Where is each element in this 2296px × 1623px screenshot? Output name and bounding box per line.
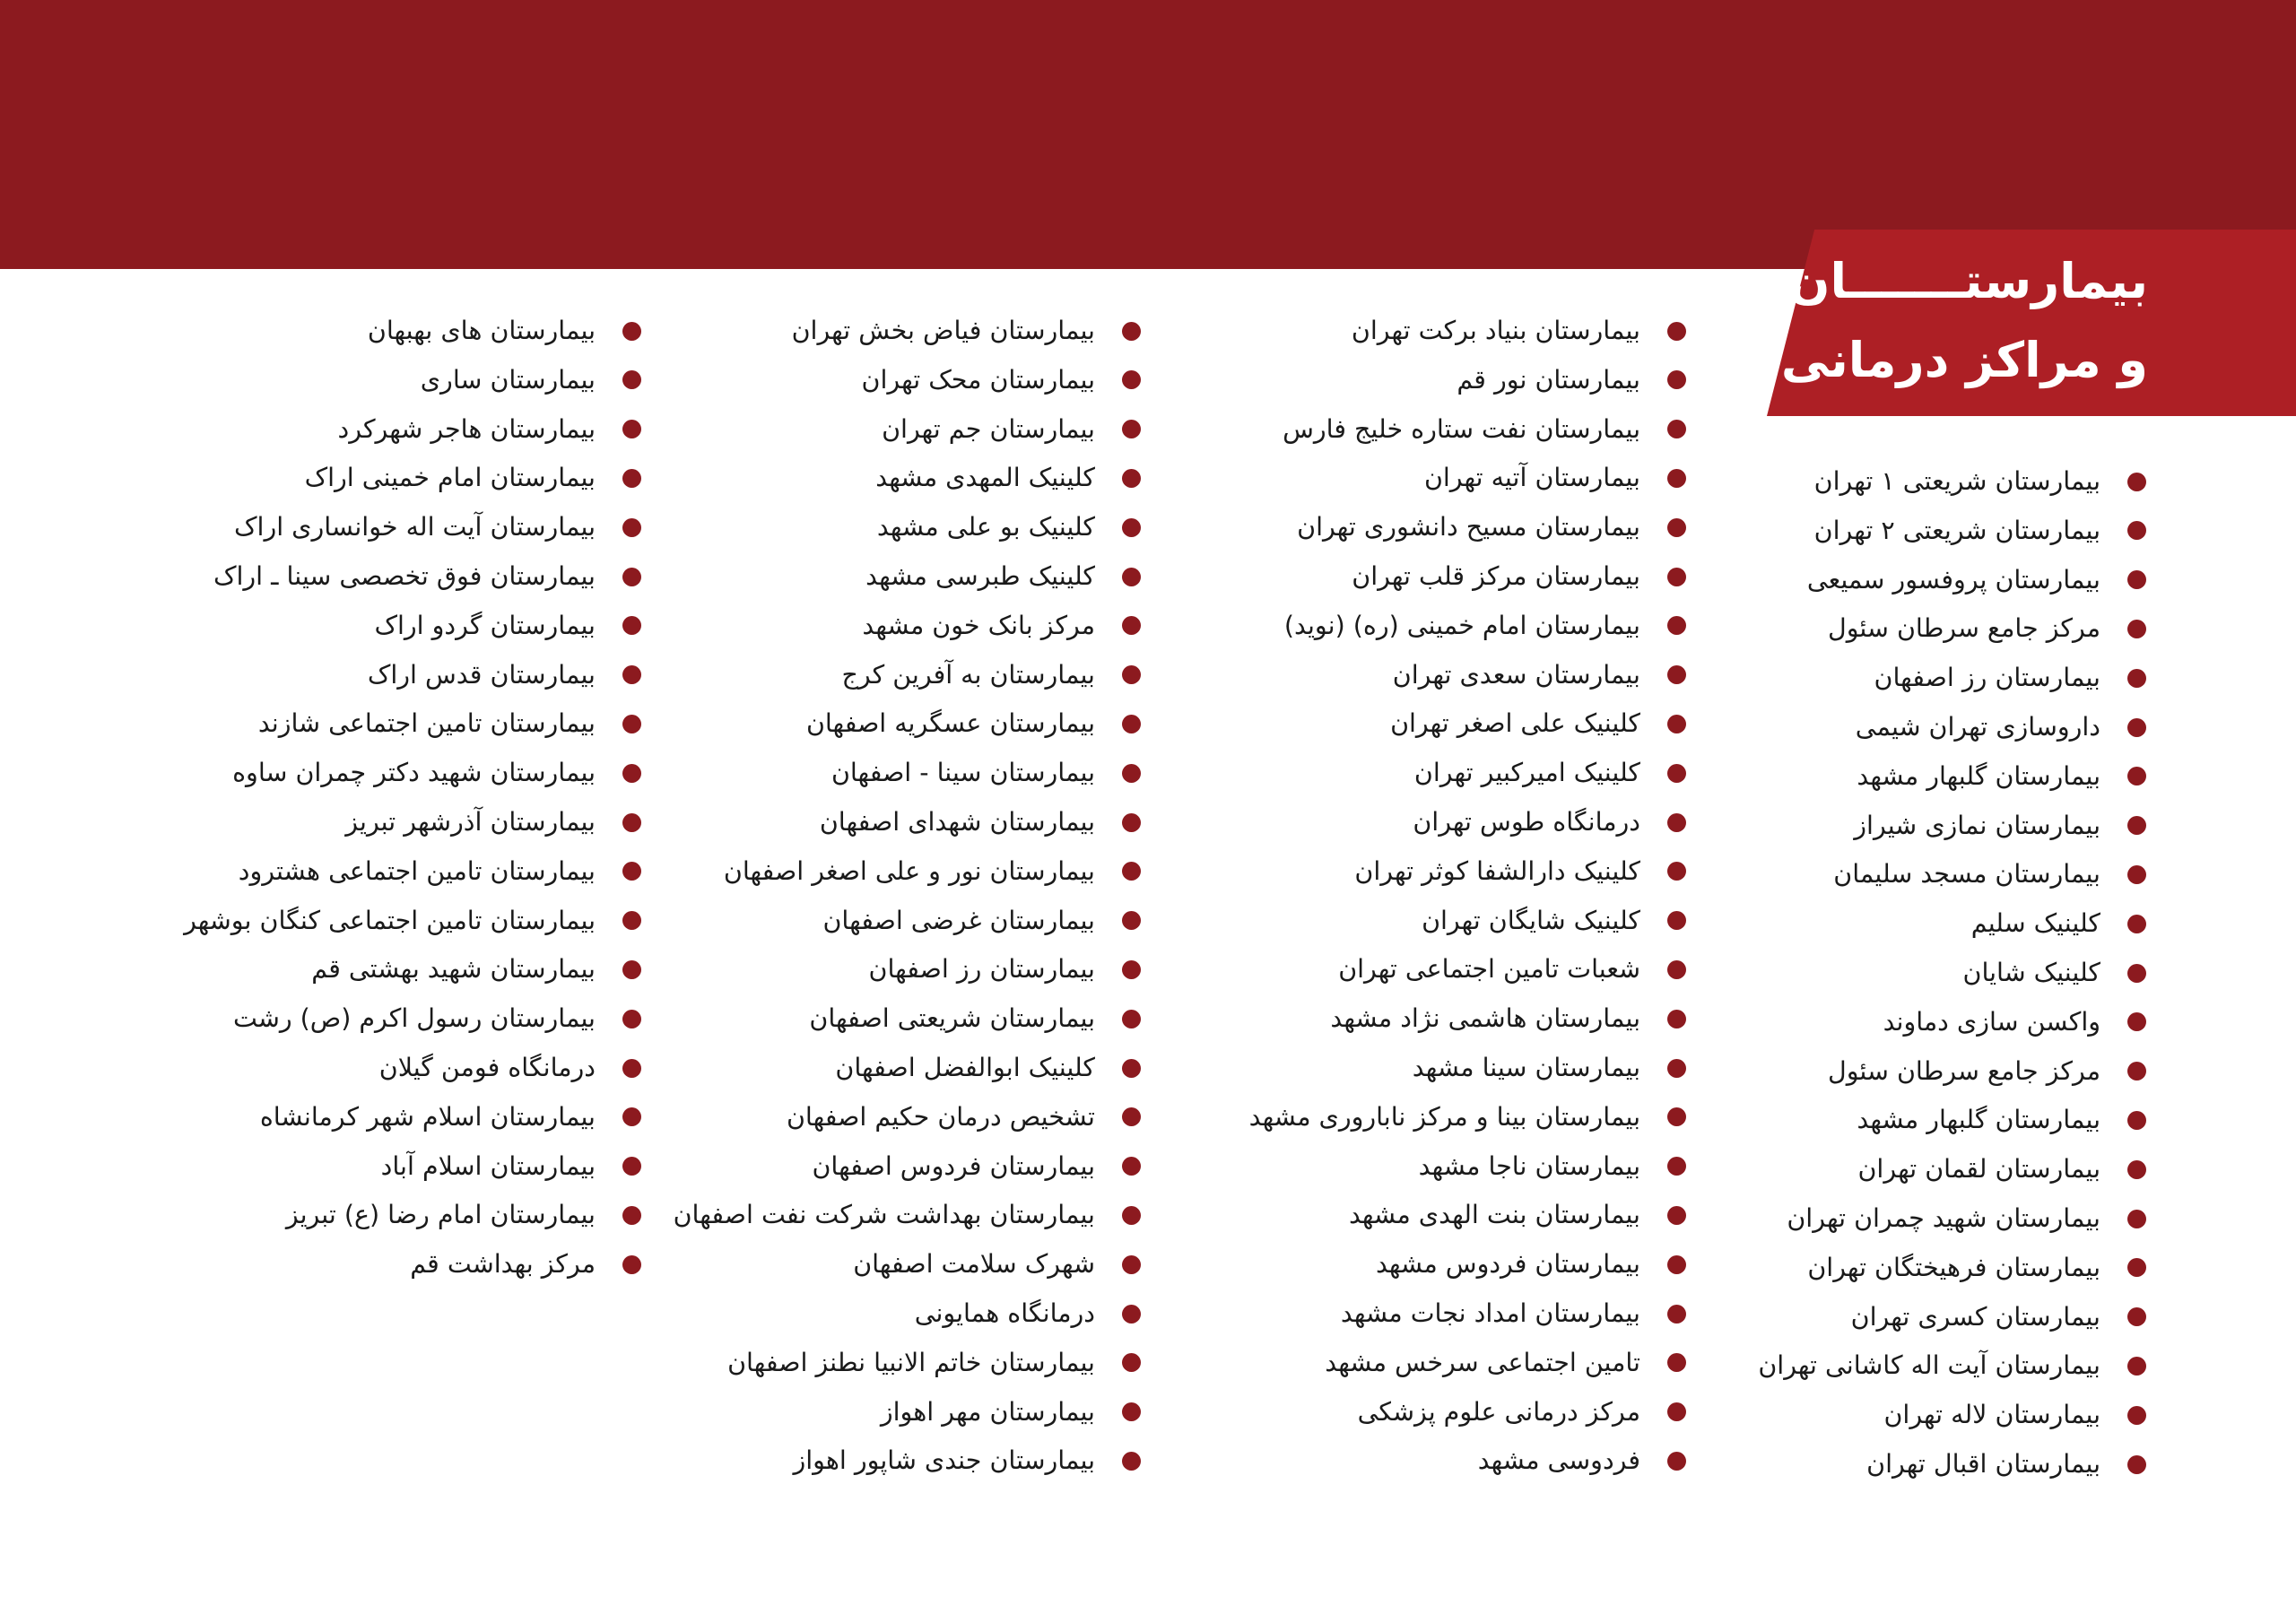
list-item: [368, 307, 641, 355]
list-item-label: بیمارستان بنت الهدی مشهد: [1348, 1200, 1640, 1230]
list-item-label: بیمارستان نفت ستاره خلیج فارس: [1283, 413, 1640, 444]
list-item: [1854, 802, 2146, 850]
bullet-icon: [1122, 862, 1141, 881]
list-item-label: بیمارستان جم تهران: [882, 413, 1095, 444]
list-item: [835, 1044, 1141, 1092]
list-item-label: فردوسی مشهد: [1477, 1445, 1640, 1476]
list-item: [1349, 1191, 1686, 1239]
bullet-icon: [1122, 469, 1141, 488]
list-item-label: بیمارستان شهید چمران تهران: [1787, 1203, 2100, 1233]
list-item: [792, 307, 1141, 355]
bullet-icon: [2127, 521, 2146, 540]
list-item-label: بیمارستان گردو اراک: [374, 610, 596, 640]
bullet-icon: [622, 1059, 641, 1078]
list-item: [1284, 602, 1686, 650]
bullet-icon: [1122, 715, 1141, 733]
bullet-icon: [1667, 1402, 1686, 1421]
list-item-label: بیمارستان رز اصفهان: [868, 954, 1095, 985]
list-item: [1352, 307, 1686, 355]
list-item-label: کلینیک طبرسی مشهد: [865, 561, 1095, 591]
list-item: [787, 1093, 1141, 1141]
list-item: [1828, 1047, 2146, 1096]
bullet-icon: [1122, 322, 1141, 341]
list-item-label: بیمارستان اقبال تهران: [1866, 1449, 2100, 1479]
list-item: [1851, 1293, 2146, 1341]
bullet-icon: [1122, 813, 1141, 832]
list-item-label: بیمارستان آیت اله خوانساری اراک: [234, 512, 596, 542]
list-item: [1338, 945, 1686, 994]
bullet-icon: [2127, 816, 2146, 835]
list-item-label: بیمارستان بینا و مرکز ناباروری مشهد: [1248, 1101, 1640, 1132]
list-item: [1814, 457, 2146, 506]
list-item: [831, 749, 1141, 797]
bullet-icon: [1122, 518, 1141, 537]
bullet-icon: [2127, 1111, 2146, 1130]
bullet-icon: [2127, 865, 2146, 884]
bullet-icon: [622, 1107, 641, 1126]
list-item: [305, 454, 641, 502]
list-item: [368, 651, 641, 699]
list-item: [877, 503, 1141, 551]
list-item-label: بیمارستان خاتم الانبیا نطنز اصفهان: [727, 1347, 1095, 1377]
bullet-icon: [1122, 1402, 1141, 1421]
bullet-icon: [2127, 1062, 2146, 1081]
list-item-label: بیمارستان آتیه تهران: [1423, 463, 1640, 493]
list-item-label: بیمارستان امام خمینی اراک: [304, 463, 596, 493]
bullet-icon: [2127, 1258, 2146, 1277]
list-item-label: بیمارستان بنیاد برکت تهران: [1351, 316, 1640, 345]
list-item: [727, 1339, 1141, 1387]
list-item-label: بیمارستان به آفرین کرج: [841, 659, 1095, 690]
bullet-icon: [1667, 1206, 1686, 1225]
list-item: [1393, 651, 1686, 699]
bullet-icon: [2127, 473, 2146, 491]
list-item-label: بیمارستان مسجد سلیمان: [1833, 859, 2100, 890]
bullet-icon: [622, 518, 641, 537]
list-item: [233, 994, 641, 1043]
list-item: [1413, 1044, 1686, 1092]
list-item: [258, 699, 641, 748]
list-item-label: مرکز درمانی علوم پزشکی: [1357, 1396, 1640, 1427]
bullet-icon: [622, 862, 641, 881]
list-item-label: کلینیک ابوالفضل اصفهان: [835, 1053, 1095, 1082]
list-item-label: کلینیک سلیم: [1970, 908, 2100, 939]
list-item: [374, 602, 641, 650]
list-item-label: تامین اجتماعی سرخس مشهد: [1325, 1347, 1640, 1377]
list-item: [260, 1093, 641, 1141]
list-item-label: بیمارستان ناجا مشهد: [1418, 1150, 1640, 1181]
list-item: [1787, 1194, 2146, 1243]
list-item-label: بیمارستان شهدای اصفهان: [819, 807, 1095, 837]
list-item-label: بیمارستان شهید بهشتی قم: [311, 954, 596, 985]
list-item: [1814, 507, 2146, 555]
list-item-label: کلینیک المهدی مشهد: [875, 463, 1095, 493]
list-item-label: درمانگاه فومن گیلان: [378, 1053, 596, 1082]
bullet-icon: [2127, 1357, 2146, 1376]
list-item-label: بیمارستان تامین اجتماعی هشترود: [238, 855, 596, 886]
list-item-label: بیمارستان شریعتی ۲ تهران: [1813, 515, 2100, 545]
bullet-icon: [1667, 568, 1686, 586]
bullet-icon: [2127, 767, 2146, 785]
bullet-icon: [1667, 665, 1686, 684]
bullet-icon: [1667, 1059, 1686, 1078]
list-item: [1358, 1388, 1686, 1436]
list-item-label: بیمارستان مرکز قلب تهران: [1352, 561, 1640, 591]
bullet-icon: [622, 764, 641, 783]
bullet-icon: [622, 1255, 641, 1274]
list-item: [1422, 897, 1686, 945]
list-item: [806, 699, 1141, 748]
list-item: [674, 1191, 1141, 1239]
list-item-label: بیمارستان گلبهار مشهد: [1857, 1105, 2100, 1135]
bullet-icon: [1122, 1010, 1141, 1028]
list-item-label: بیمارستان ساری: [420, 364, 596, 395]
list-item: [1297, 503, 1686, 551]
list-item-label: بیمارستان هاجر شهرکرد: [337, 413, 596, 444]
list-item: [1856, 703, 2146, 751]
list-item: [793, 1436, 1141, 1485]
list-item: [1352, 552, 1686, 601]
list-item-label: بیمارستان سینا مشهد: [1412, 1053, 1640, 1082]
bullet-icon: [2127, 570, 2146, 589]
list-item: [820, 798, 1141, 846]
list-item-label: بیمارستان لقمان تهران: [1857, 1154, 2100, 1185]
bullet-icon: [2127, 669, 2146, 688]
list-item: [862, 356, 1141, 404]
bullet-icon: [622, 1010, 641, 1028]
list-item-label: بیمارستان امداد نجات مشهد: [1340, 1298, 1640, 1328]
bullet-icon: [1667, 420, 1686, 438]
list-item-label: کلینیک شایگان تهران: [1422, 905, 1640, 935]
bullet-icon: [1122, 1157, 1141, 1176]
list-item-label: بیمارستان های بهبهان: [367, 316, 596, 345]
bullet-icon: [1122, 1452, 1141, 1471]
bullet-icon: [622, 568, 641, 586]
list-item: [1419, 1142, 1686, 1191]
bullet-icon: [1122, 616, 1141, 635]
list-item: [311, 945, 641, 994]
list-item: [881, 1388, 1141, 1436]
list-item-label: بیمارستان مهر اهواز: [880, 1396, 1095, 1427]
list-item: [379, 1044, 641, 1092]
list-item: [1414, 749, 1686, 797]
list-item-label: درمانگاه طوس تهران: [1413, 807, 1640, 837]
bullet-icon: [2127, 1012, 2146, 1031]
bullet-icon: [1667, 469, 1686, 488]
list-item: [239, 847, 641, 896]
list-item-label: بیمارستان محک تهران: [861, 364, 1095, 395]
list-item: [184, 897, 641, 945]
bullet-icon: [622, 1157, 641, 1176]
list-item: [1758, 1341, 2146, 1390]
list-item: [1857, 1096, 2146, 1144]
list-item-label: بیمارستان آذرشهر تبریز: [345, 807, 596, 837]
list-item-label: بیمارستان رسول اکرم (ص) رشت: [232, 1003, 596, 1034]
list-item-label: بیمارستان بهداشت شرکت نفت اصفهان: [673, 1200, 1095, 1230]
bullet-icon: [1667, 616, 1686, 635]
list-item-label: بیمارستان شهید دکتر چمران ساوه: [232, 758, 596, 788]
list-item-label: بیمارستان لاله تهران: [1883, 1400, 2100, 1430]
list-item: [421, 356, 641, 404]
list-item: [862, 602, 1141, 650]
list-item-label: کلینیک دارالشفا کوثر تهران: [1354, 855, 1640, 886]
list-item: [1283, 405, 1686, 454]
list-item: [869, 945, 1141, 994]
list-item: [1874, 654, 2146, 702]
bullet-icon: [622, 469, 641, 488]
list-item: [812, 1142, 1141, 1191]
list-item-label: بیمارستان نمازی شیراز: [1854, 810, 2100, 840]
list-item: [232, 749, 641, 797]
list-item-label: بیمارستان عسگریه اصفهان: [805, 708, 1095, 739]
bullet-icon: [1667, 322, 1686, 341]
list-item-label: بیمارستان هاشمی نژاد مشهد: [1330, 1003, 1640, 1034]
list-item: [1807, 1244, 2146, 1292]
list-item-label: درمانگاه همایونی: [914, 1298, 1095, 1328]
list-item-label: بیمارستان تامین اجتماعی کنگان بوشهر: [184, 905, 596, 935]
list-item: [286, 1191, 641, 1239]
list-item-label: بیمارستان نور قم: [1457, 364, 1640, 395]
list-item-label: مرکز بانک خون مشهد: [862, 610, 1095, 640]
list-item-label: کلینیک علی اصغر تهران: [1390, 708, 1640, 739]
bullet-icon: [1667, 1157, 1686, 1176]
list-item-label: بیمارستان فردوس مشهد: [1375, 1249, 1640, 1280]
bullet-icon: [2127, 620, 2146, 638]
list-item-label: بیمارستان امام خمینی (ره) (نوید): [1283, 610, 1640, 640]
list-item: [1330, 994, 1686, 1043]
list-item-label: واکسن سازی دماوند: [1883, 1006, 2100, 1037]
bullet-icon: [622, 420, 641, 438]
list-item: [1424, 454, 1686, 502]
header-band: [0, 0, 2296, 269]
list-item: [1858, 1145, 2147, 1193]
bullet-icon: [1122, 1206, 1141, 1225]
list-item: [1376, 1240, 1686, 1289]
list-item: [882, 405, 1141, 454]
list-item: [345, 798, 641, 846]
list-item: [724, 847, 1141, 896]
bullet-icon: [2127, 1307, 2146, 1326]
bullet-icon: [622, 960, 641, 979]
list-item-label: بیمارستان مسیح دانشوری تهران: [1297, 512, 1640, 542]
bullet-icon: [1667, 518, 1686, 537]
bullet-icon: [1122, 960, 1141, 979]
bullet-icon: [1122, 764, 1141, 783]
bullet-icon: [1122, 420, 1141, 438]
bullet-icon: [2127, 718, 2146, 737]
bullet-icon: [1667, 813, 1686, 832]
list-item: [1971, 899, 2146, 948]
list-item-label: کلینیک شایان: [1962, 958, 2100, 987]
list-item-label: تشخیص درمان حکیم اصفهان: [787, 1101, 1095, 1132]
bullet-icon: [1667, 960, 1686, 979]
bullet-icon: [1667, 1452, 1686, 1471]
bullet-icon: [1122, 1059, 1141, 1078]
list-item: [1883, 998, 2146, 1046]
list-item-label: مرکز بهداشت قم: [410, 1249, 596, 1280]
bullet-icon: [2127, 1160, 2146, 1179]
list-item-label: مرکز جامع سرطان سئول: [1827, 1055, 2100, 1086]
list-item: [853, 1240, 1141, 1289]
list-item-label: بیمارستان آیت اله کاشانی تهران: [1758, 1350, 2100, 1381]
bullet-icon: [1667, 1107, 1686, 1126]
list-item: [1249, 1093, 1686, 1141]
list-item-label: مرکز جامع سرطان سئول: [1827, 613, 2100, 644]
bullet-icon: [2127, 1406, 2146, 1425]
bullet-icon: [1667, 370, 1686, 389]
bullet-icon: [1667, 1353, 1686, 1372]
list-item-label: بیمارستان شریعتی ۱ تهران: [1813, 466, 2100, 496]
bullet-icon: [1667, 1255, 1686, 1274]
bullet-icon: [622, 715, 641, 733]
list-item-label: بیمارستان سعدی تهران: [1392, 659, 1640, 690]
list-item-label: بیمارستان شریعتی اصفهان: [809, 1003, 1095, 1034]
list-item: [865, 552, 1141, 601]
bullet-icon: [622, 370, 641, 389]
list-item: [875, 454, 1141, 502]
list-item: [1963, 949, 2146, 997]
list-item-label: شهرک سلامت اصفهان: [853, 1249, 1095, 1280]
bullet-icon: [1122, 1107, 1141, 1126]
section-title-line-1: بیمارستـــــــان: [1788, 253, 2148, 309]
bullet-icon: [1667, 715, 1686, 733]
bullet-icon: [1667, 764, 1686, 783]
list-item-label: کلینیک امیرکبیر تهران: [1413, 758, 1640, 788]
list-item-label: کلینیک بو علی مشهد: [876, 512, 1095, 542]
bullet-icon: [1122, 1353, 1141, 1372]
list-item: [1883, 1391, 2146, 1439]
bullet-icon: [1122, 370, 1141, 389]
list-item: [809, 994, 1141, 1043]
list-item: [1390, 699, 1686, 748]
list-item-label: بیمارستان قدس اراک: [367, 659, 596, 690]
bullet-icon: [2127, 915, 2146, 933]
list-item-label: بیمارستان پروفسور سمیعی: [1806, 564, 2100, 595]
list-item-label: بیمارستان امام رضا (ع) تبریز: [285, 1200, 596, 1230]
bullet-icon: [1122, 1305, 1141, 1324]
bullet-icon: [2127, 1210, 2146, 1228]
list-item: [822, 897, 1141, 945]
bullet-icon: [1667, 1305, 1686, 1324]
bullet-icon: [1122, 1255, 1141, 1274]
list-item-label: بیمارستان فردوس اصفهان: [812, 1150, 1095, 1181]
bullet-icon: [1667, 862, 1686, 881]
list-item: [915, 1289, 1141, 1338]
bullet-icon: [1122, 911, 1141, 930]
list-item: [213, 552, 641, 601]
bullet-icon: [2127, 964, 2146, 983]
list-item-label: بیمارستان غرضی اصفهان: [822, 905, 1095, 935]
list-item: [1354, 847, 1686, 896]
list-item-label: شعبات تامین اجتماعی تهران: [1338, 954, 1640, 985]
list-item: [841, 651, 1141, 699]
list-item: [1413, 798, 1686, 846]
list-item-label: بیمارستان اسلام شهر کرمانشاه: [259, 1101, 596, 1132]
list-item-label: بیمارستان نور و علی اصغر اصفهان: [723, 855, 1095, 886]
list-item: [1478, 1436, 1686, 1485]
list-item: [1866, 1440, 2146, 1488]
list-item-label: بیمارستان گلبهار مشهد: [1857, 760, 2100, 791]
list-item: [1325, 1339, 1686, 1387]
list-item-label: بیمارستان فیاض بخش تهران: [791, 316, 1095, 345]
list-item: [338, 405, 641, 454]
list-item: [381, 1142, 641, 1191]
list-item: [1457, 356, 1686, 404]
bullet-icon: [622, 665, 641, 684]
bullet-icon: [1122, 665, 1141, 684]
bullet-icon: [1667, 911, 1686, 930]
section-title-line-2: و مراکز درمانی: [1780, 332, 2148, 388]
list-item: [1857, 752, 2146, 801]
list-item: [1341, 1289, 1686, 1338]
bullet-icon: [622, 813, 641, 832]
list-item-label: بیمارستان جندی شاپور اهواز: [793, 1445, 1095, 1476]
bullet-icon: [622, 322, 641, 341]
list-item-label: بیمارستان فوق تخصصی سینا ـ اراک: [213, 561, 596, 591]
list-item-label: داروسازی تهران شیمی: [1855, 712, 2100, 742]
list-item: [1833, 850, 2146, 898]
bullet-icon: [622, 911, 641, 930]
bullet-icon: [1667, 1010, 1686, 1028]
list-item-label: بیمارستان اسلام آباد: [380, 1150, 596, 1181]
bullet-icon: [622, 616, 641, 635]
bullet-icon: [622, 1206, 641, 1225]
list-item: [1807, 556, 2146, 604]
list-item-label: بیمارستان تامین اجتماعی شازند: [257, 708, 596, 739]
list-item: [1828, 604, 2146, 653]
list-item-label: بیمارستان رز اصفهان: [1874, 663, 2100, 693]
list-item-label: بیمارستان کسری تهران: [1850, 1301, 2100, 1332]
list-item: [234, 503, 641, 551]
list-item-label: بیمارستان فرهیختگان تهران: [1807, 1252, 2100, 1282]
list-item-label: بیمارستان سینا - اصفهان: [831, 758, 1095, 788]
bullet-icon: [2127, 1455, 2146, 1474]
bullet-icon: [1122, 568, 1141, 586]
list-item: [410, 1240, 641, 1289]
